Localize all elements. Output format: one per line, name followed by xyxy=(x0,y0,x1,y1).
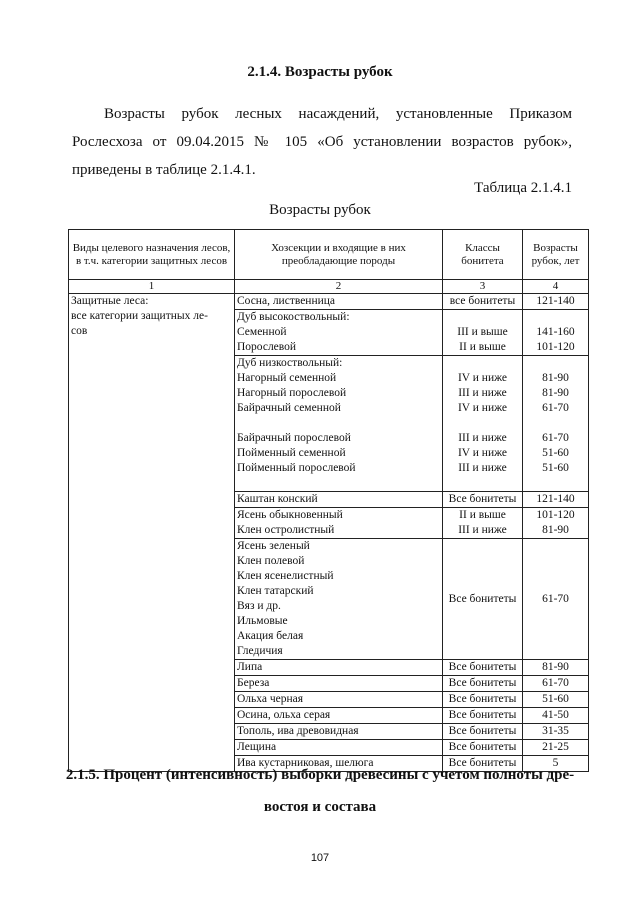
bonitet-line: Все бонитеты xyxy=(448,709,517,721)
bonitet-line: III и ниже xyxy=(458,387,507,399)
ages-line: 21-25 xyxy=(542,741,569,753)
bonitet-line xyxy=(445,416,520,431)
section-title: 2.1.4. Возрасты рубок xyxy=(247,64,393,80)
bonitet-line: Все бонитеты xyxy=(448,725,517,737)
bonitet-line: III и ниже xyxy=(458,432,507,444)
ages-line: 51-60 xyxy=(542,447,569,459)
bonitet-cell xyxy=(443,539,523,660)
bonitet-cell xyxy=(443,708,523,724)
ages-line: 121-140 xyxy=(536,493,575,505)
species-line: Осина, ольха серая xyxy=(237,709,331,721)
ages-line: 81-90 xyxy=(542,524,569,536)
ages-line: 101-120 xyxy=(536,341,575,353)
ages-line: 141-160 xyxy=(536,326,575,338)
species-line: Пойменный семенной xyxy=(237,447,346,459)
bonitet-cell xyxy=(443,660,523,676)
col-number: 1 xyxy=(69,280,235,294)
species-line: Клен полевой xyxy=(237,555,305,567)
species-line: Береза xyxy=(237,677,270,689)
bonitet-line xyxy=(445,310,520,325)
ages-line: 51-60 xyxy=(542,462,569,474)
ages-cell xyxy=(523,508,589,539)
species-line: Лещина xyxy=(237,741,277,753)
species-line: Вяз и др. xyxy=(237,600,281,612)
bonitet-line: Все бонитеты xyxy=(448,677,517,689)
species-line: Дуб низкоствольный: xyxy=(237,357,343,369)
bonitet-line xyxy=(445,356,520,371)
bonitet-line: Все бонитеты xyxy=(448,757,517,769)
bonitet-line: Все бонитеты xyxy=(448,741,517,753)
species-line: Каштан конский xyxy=(237,493,318,505)
page-number: 107 xyxy=(310,852,330,864)
species-line: Пойменный порослевой xyxy=(237,462,356,474)
species-cell xyxy=(235,294,443,310)
species-line: Байрачный семенной xyxy=(237,402,341,414)
ages-cell xyxy=(523,692,589,708)
species-line: Сосна, лиственница xyxy=(237,295,336,307)
ages-line: 81-90 xyxy=(542,387,569,399)
ages-line: 51-60 xyxy=(542,693,569,705)
ages-line: 61-70 xyxy=(542,402,569,414)
species-line: Тополь, ива древовидная xyxy=(237,725,359,737)
species-line: Нагорный семенной xyxy=(237,372,337,384)
ages-cell xyxy=(523,740,589,756)
ages-cell xyxy=(523,294,589,310)
species-line: Клен татарский xyxy=(237,585,314,597)
species-line: Ольха черная xyxy=(237,693,304,705)
species-line xyxy=(237,416,440,431)
bonitet-line: III и ниже xyxy=(458,462,507,474)
purpose-cell xyxy=(69,294,235,772)
bonitet-line: Все бонитеты xyxy=(448,693,517,705)
species-cell xyxy=(235,492,443,508)
ages-line xyxy=(525,416,586,431)
species-line xyxy=(237,476,440,491)
species-line: Ива кустарниковая, шелюга xyxy=(237,757,374,769)
bonitet-line: все бонитеты xyxy=(449,295,516,307)
next-heading-line: востоя и состава xyxy=(263,799,377,815)
ages-line: 41-50 xyxy=(542,709,569,721)
ages-cell xyxy=(523,660,589,676)
bonitet-line: Все бонитеты xyxy=(448,661,517,673)
col-number: 3 xyxy=(443,280,523,294)
ages-line: 31-35 xyxy=(542,725,569,737)
species-line: Байрачный порослевой xyxy=(237,432,351,444)
ages-line: 61-70 xyxy=(542,592,569,605)
ages-cell xyxy=(523,708,589,724)
bonitet-line: Все бонитеты xyxy=(448,592,517,605)
ages-line: 81-90 xyxy=(542,372,569,384)
ages-cell xyxy=(523,539,589,660)
bonitet-cell xyxy=(443,294,523,310)
ages-cell xyxy=(523,310,589,356)
bonitet-cell xyxy=(443,310,523,356)
table-label: Таблица 2.1.4.1 xyxy=(474,180,572,196)
species-line: Ясень обыкновенный xyxy=(237,509,343,521)
ages-cell xyxy=(523,724,589,740)
ages-line: 101-120 xyxy=(536,509,575,521)
species-line: Ильмовые xyxy=(237,615,288,627)
next-section-heading xyxy=(0,759,640,823)
ages-line: 61-70 xyxy=(542,677,569,689)
bonitet-line: IV и ниже xyxy=(457,447,508,459)
ages-cell xyxy=(523,356,589,492)
bonitet-cell xyxy=(443,692,523,708)
next-heading-line: 2.1.5. Процент (интенсивность) выборки древесины с учетом полноты дре- xyxy=(65,767,575,783)
ages-cell xyxy=(523,676,589,692)
species-line: Клен ясенелистный xyxy=(237,570,334,582)
bonitet-cell xyxy=(443,492,523,508)
ages-line xyxy=(525,310,586,325)
species-line: Семенной xyxy=(237,326,287,338)
species-line: Ясень зеленый xyxy=(237,540,310,552)
column-number-row xyxy=(69,280,589,294)
species-line: Липа xyxy=(237,661,263,673)
species-cell xyxy=(235,310,443,356)
bonitet-line: IV и ниже xyxy=(457,402,508,414)
purpose-line: сов xyxy=(71,325,88,337)
bonitet-line: III и ниже xyxy=(458,524,507,536)
species-cell xyxy=(235,356,443,492)
table-caption: Возрасты рубок xyxy=(269,202,371,218)
ages-line: 5 xyxy=(552,757,559,769)
species-line: Порослевой xyxy=(237,341,297,353)
header-ages: Возрасты рубок, лет xyxy=(523,230,589,280)
species-cell xyxy=(235,539,443,660)
species-cell xyxy=(235,740,443,756)
species-cell xyxy=(235,708,443,724)
ages-line xyxy=(525,476,586,491)
species-line: Гледичия xyxy=(237,645,283,657)
cutting-ages-table xyxy=(68,229,589,772)
bonitet-line: Все бонитеты xyxy=(448,493,517,505)
species-line: Нагорный порослевой xyxy=(237,387,347,399)
intro-paragraph xyxy=(72,100,572,184)
species-line: Клен остролистный xyxy=(237,524,335,536)
purpose-line: Защитные леса: xyxy=(71,295,149,307)
bonitet-cell xyxy=(443,356,523,492)
species-line: Дуб высокоствольный: xyxy=(237,311,350,323)
ages-line: 81-90 xyxy=(542,661,569,673)
table-body xyxy=(69,294,589,772)
header-purpose: Виды целевого назначения лесов, в т.ч. категории защитных лесов xyxy=(69,230,235,280)
bonitet-line xyxy=(445,476,520,491)
purpose-line: все категории защитных ле- xyxy=(71,310,208,322)
bonitet-cell xyxy=(443,724,523,740)
col-number: 4 xyxy=(523,280,589,294)
ages-cell xyxy=(523,492,589,508)
species-cell xyxy=(235,724,443,740)
bonitet-line: II и выше xyxy=(459,341,506,353)
species-cell xyxy=(235,508,443,539)
ages-line xyxy=(525,356,586,371)
bonitet-cell xyxy=(443,676,523,692)
table-header-row xyxy=(69,230,589,280)
header-bonitet: Классы бонитета xyxy=(443,230,523,280)
species-line: Акация белая xyxy=(237,630,304,642)
species-cell xyxy=(235,660,443,676)
table-row xyxy=(69,294,589,310)
header-species: Хозсекции и входящие в них преобладающие породы xyxy=(235,230,443,280)
col-number: 2 xyxy=(235,280,443,294)
ages-line: 121-140 xyxy=(536,295,575,307)
species-cell xyxy=(235,692,443,708)
species-cell xyxy=(235,676,443,692)
intro-text: Возрасты рубок лесных насаждений, установленные Приказом Рослесхоза от 09.04.2015 № 105 «Об установлении возрастов рубок», приведены в таблице 2.1.4.1. xyxy=(72,106,572,178)
bonitet-cell xyxy=(443,740,523,756)
bonitet-line: II и выше xyxy=(459,509,506,521)
ages-line: 61-70 xyxy=(542,432,569,444)
bonitet-line: IV и ниже xyxy=(457,372,508,384)
bonitet-line: III и выше xyxy=(457,326,508,338)
bonitet-cell xyxy=(443,508,523,539)
